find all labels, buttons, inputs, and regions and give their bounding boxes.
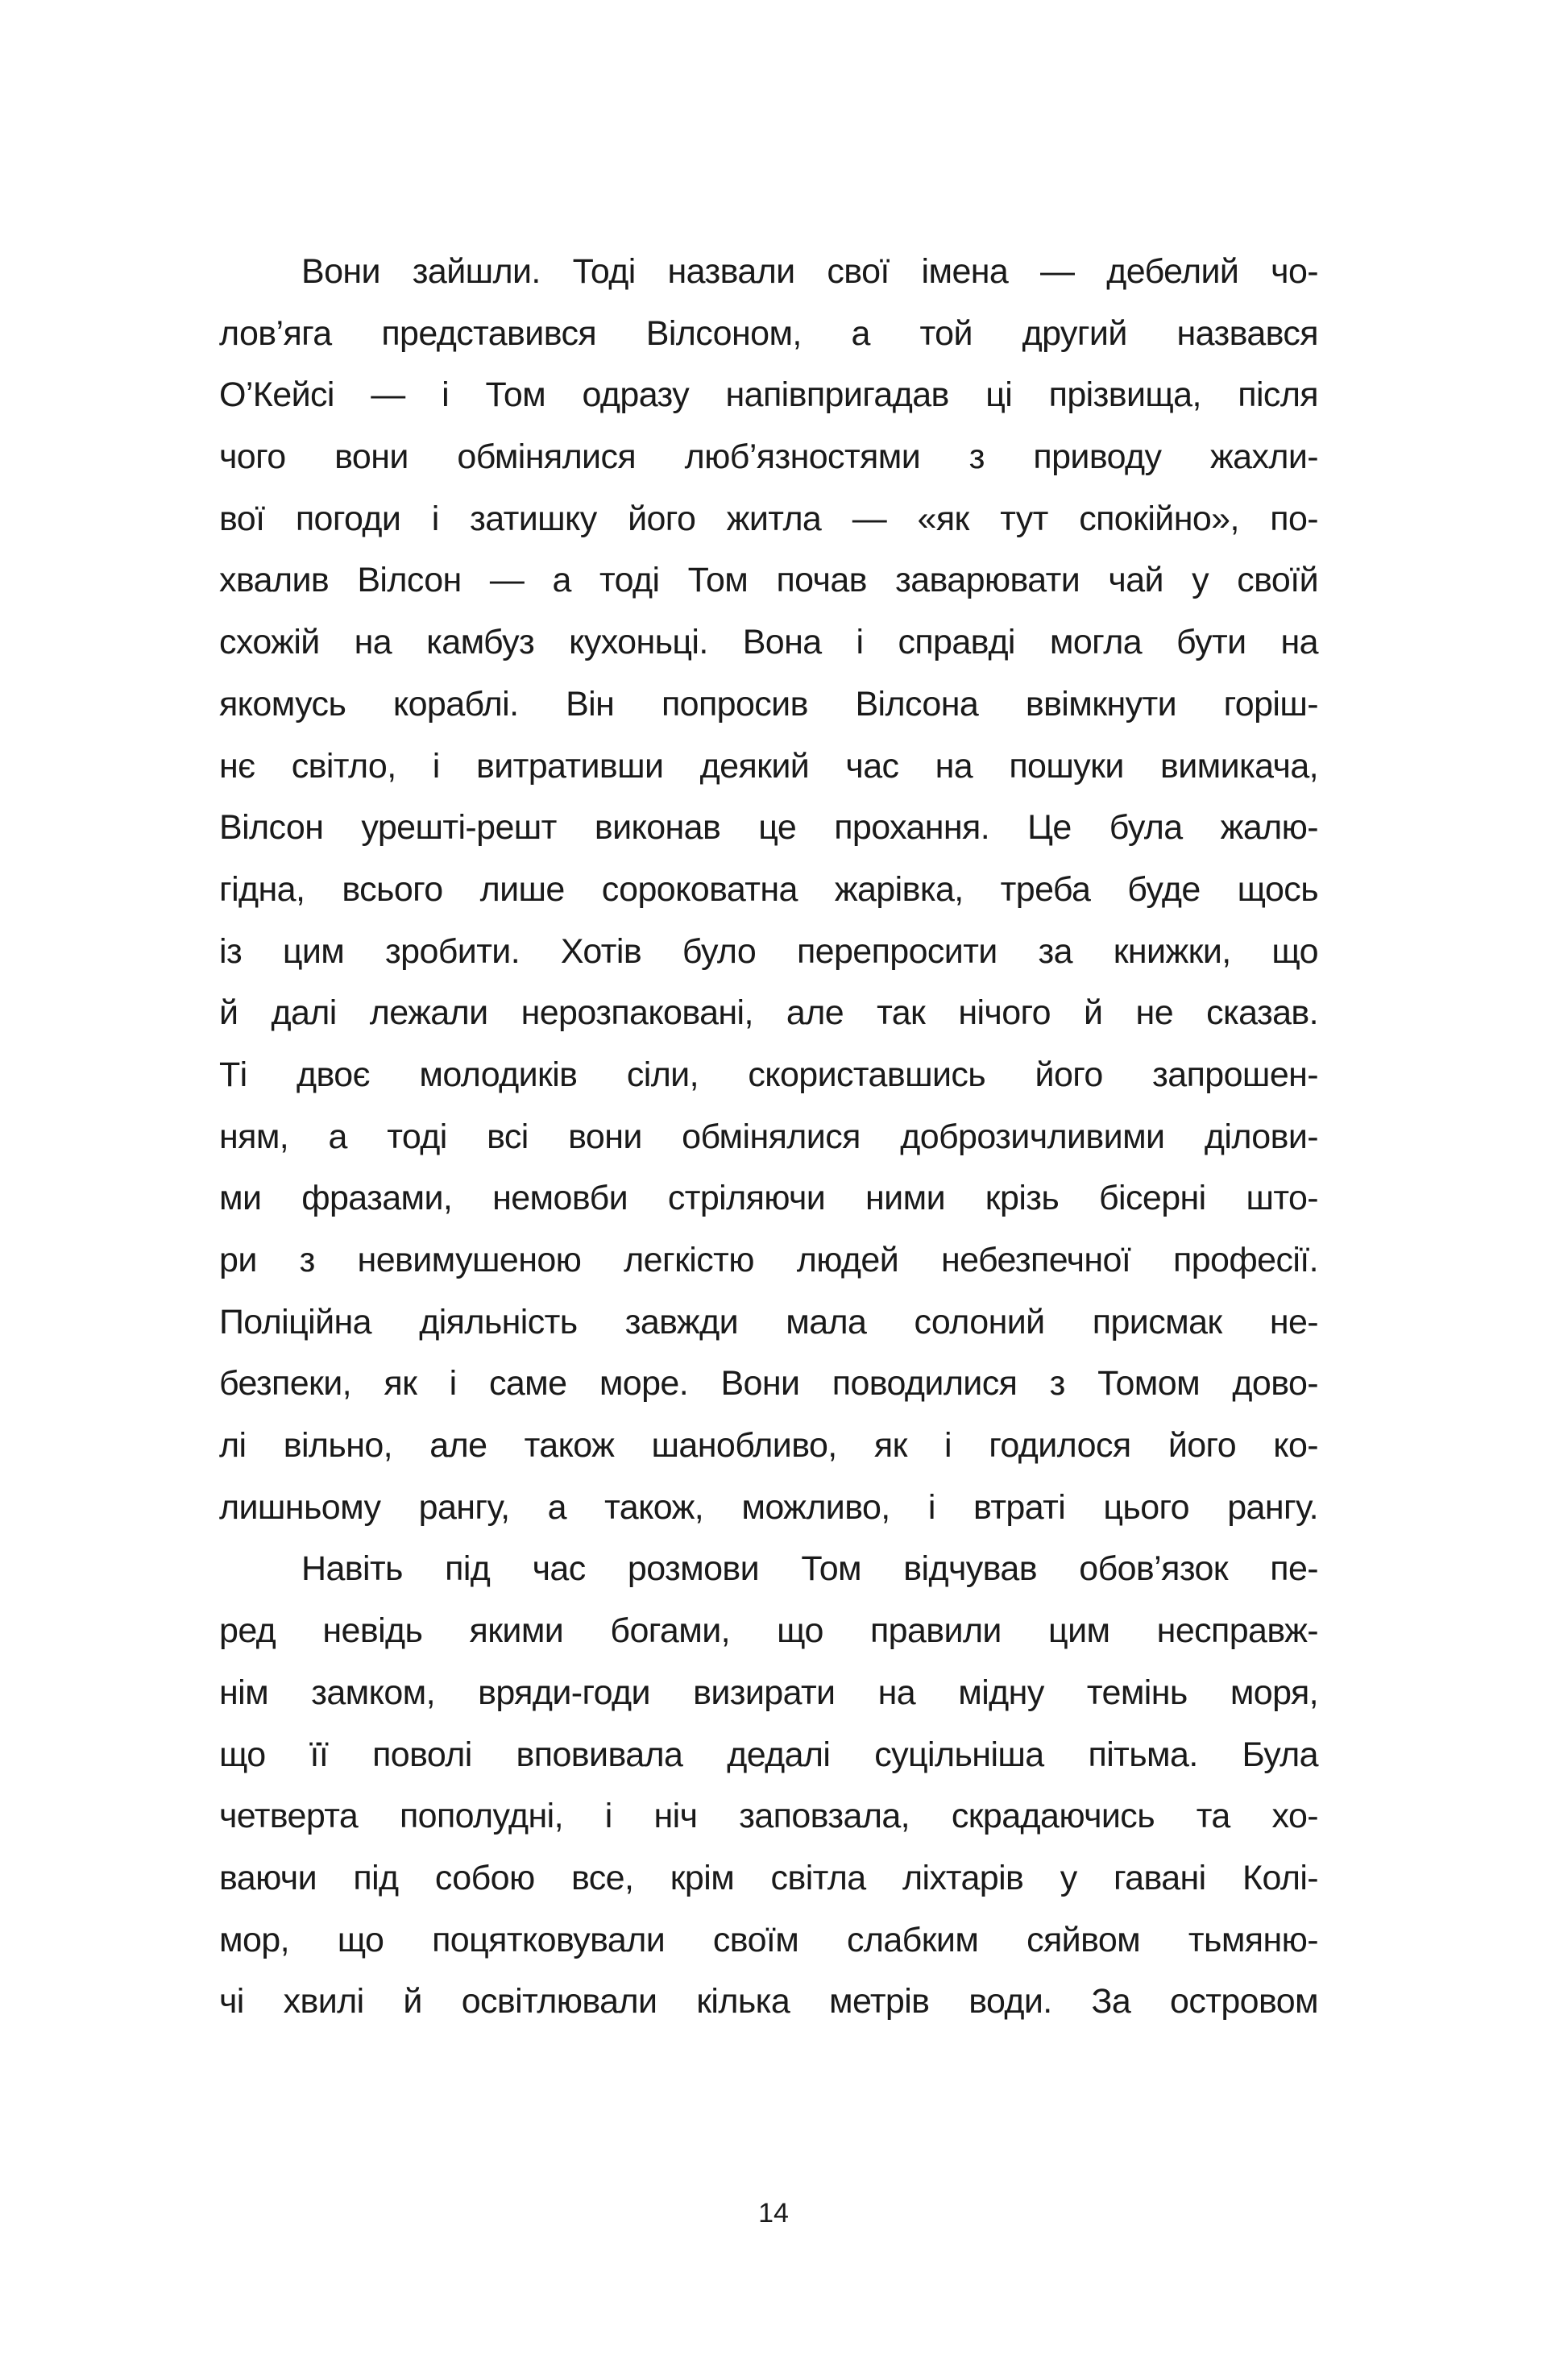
text-line: схожій на камбуз кухоньці. Вона і справді могла бути на — [219, 623, 1318, 662]
paragraph-first-line: Навіть під час розмови Том відчував обов’язок пе- — [301, 1549, 1318, 1589]
text-line: безпеки, як і саме море. Вони поводилися з Томом дово- — [219, 1364, 1318, 1404]
text-line: нім замком, вряди-годи визирати на мідну темінь моря, — [219, 1673, 1318, 1712]
body-text — [219, 247, 1318, 2038]
text-line: й далі лежали нерозпаковані, але так нічого й не сказав. — [219, 993, 1318, 1033]
text-line: лов’яга представився Вілсоном, а той другий назвався — [219, 313, 1318, 353]
text-line: Вілсон урешті-решт виконав це прохання. Це була жалю- — [219, 808, 1318, 848]
text-line: мор, що поцятковували своїм слабким сяйвом тьмяню- — [219, 1920, 1318, 1959]
text-line: ри з невимушеною легкістю людей небезпечної професії. — [219, 1241, 1318, 1279]
text-line: четверта пополудні, і ніч заповзала, скрадаючись та хо- — [219, 1797, 1318, 1836]
text-line: лі вільно, але також шанобливо, як і годилося його ко- — [219, 1426, 1318, 1466]
text-line: хвалив Вілсон — а тоді Том почав заварювати чай у своїй — [219, 561, 1318, 600]
paragraph-last-line: лишньому рангу, а також, можливо, і втраті цього рангу. — [219, 1487, 1318, 1527]
text-line: Поліційна діяльність завжди мала солоний присмак не- — [219, 1302, 1318, 1341]
text-line: якомусь кораблі. Він попросив Вілсона ввімкнути горіш- — [219, 684, 1318, 724]
text-line: ред невідь якими богами, що правили цим несправж- — [219, 1611, 1318, 1651]
text-line: чого вони обмінялися люб’язностями з приводу жахли- — [219, 437, 1318, 477]
page-number: 14 — [758, 2198, 789, 2229]
paragraph-first-line: Вони зайшли. Тоді назвали свої імена — дебелий чо- — [301, 252, 1318, 291]
text-line: вої погоди і затишку його житла — «як тут спокійно», по- — [219, 499, 1318, 538]
text-line: Ті двоє молодиків сіли, скориставшись його запрошен- — [219, 1055, 1318, 1094]
text-line: із цим зробити. Хотів було перепросити за книжки, що — [219, 931, 1318, 971]
text-line: нє світло, і витративши деякий час на пошуки вимикача, — [219, 746, 1318, 786]
text-line: О’Кейсі — і Том одразу напівпригадав ці прізвища, після — [219, 375, 1318, 415]
text-line: ням, а тоді всі вони обмінялися доброзичливими ділови- — [219, 1117, 1318, 1156]
text-line: гідна, всього лише сороковатна жарівка, треба буде щось — [219, 869, 1318, 909]
text-line: що її поволі вповивала дедалі суцільніша пітьма. Була — [219, 1735, 1318, 1774]
text-line: чі хвилі й освітлювали кілька метрів води. За островом — [219, 1982, 1318, 2021]
text-line: ми фразами, немовби стріляючи ними крізь бісерні што- — [219, 1179, 1318, 1218]
text-line: ваючи під собою все, крім світла ліхтарів у гавані Колі- — [219, 1858, 1318, 1897]
